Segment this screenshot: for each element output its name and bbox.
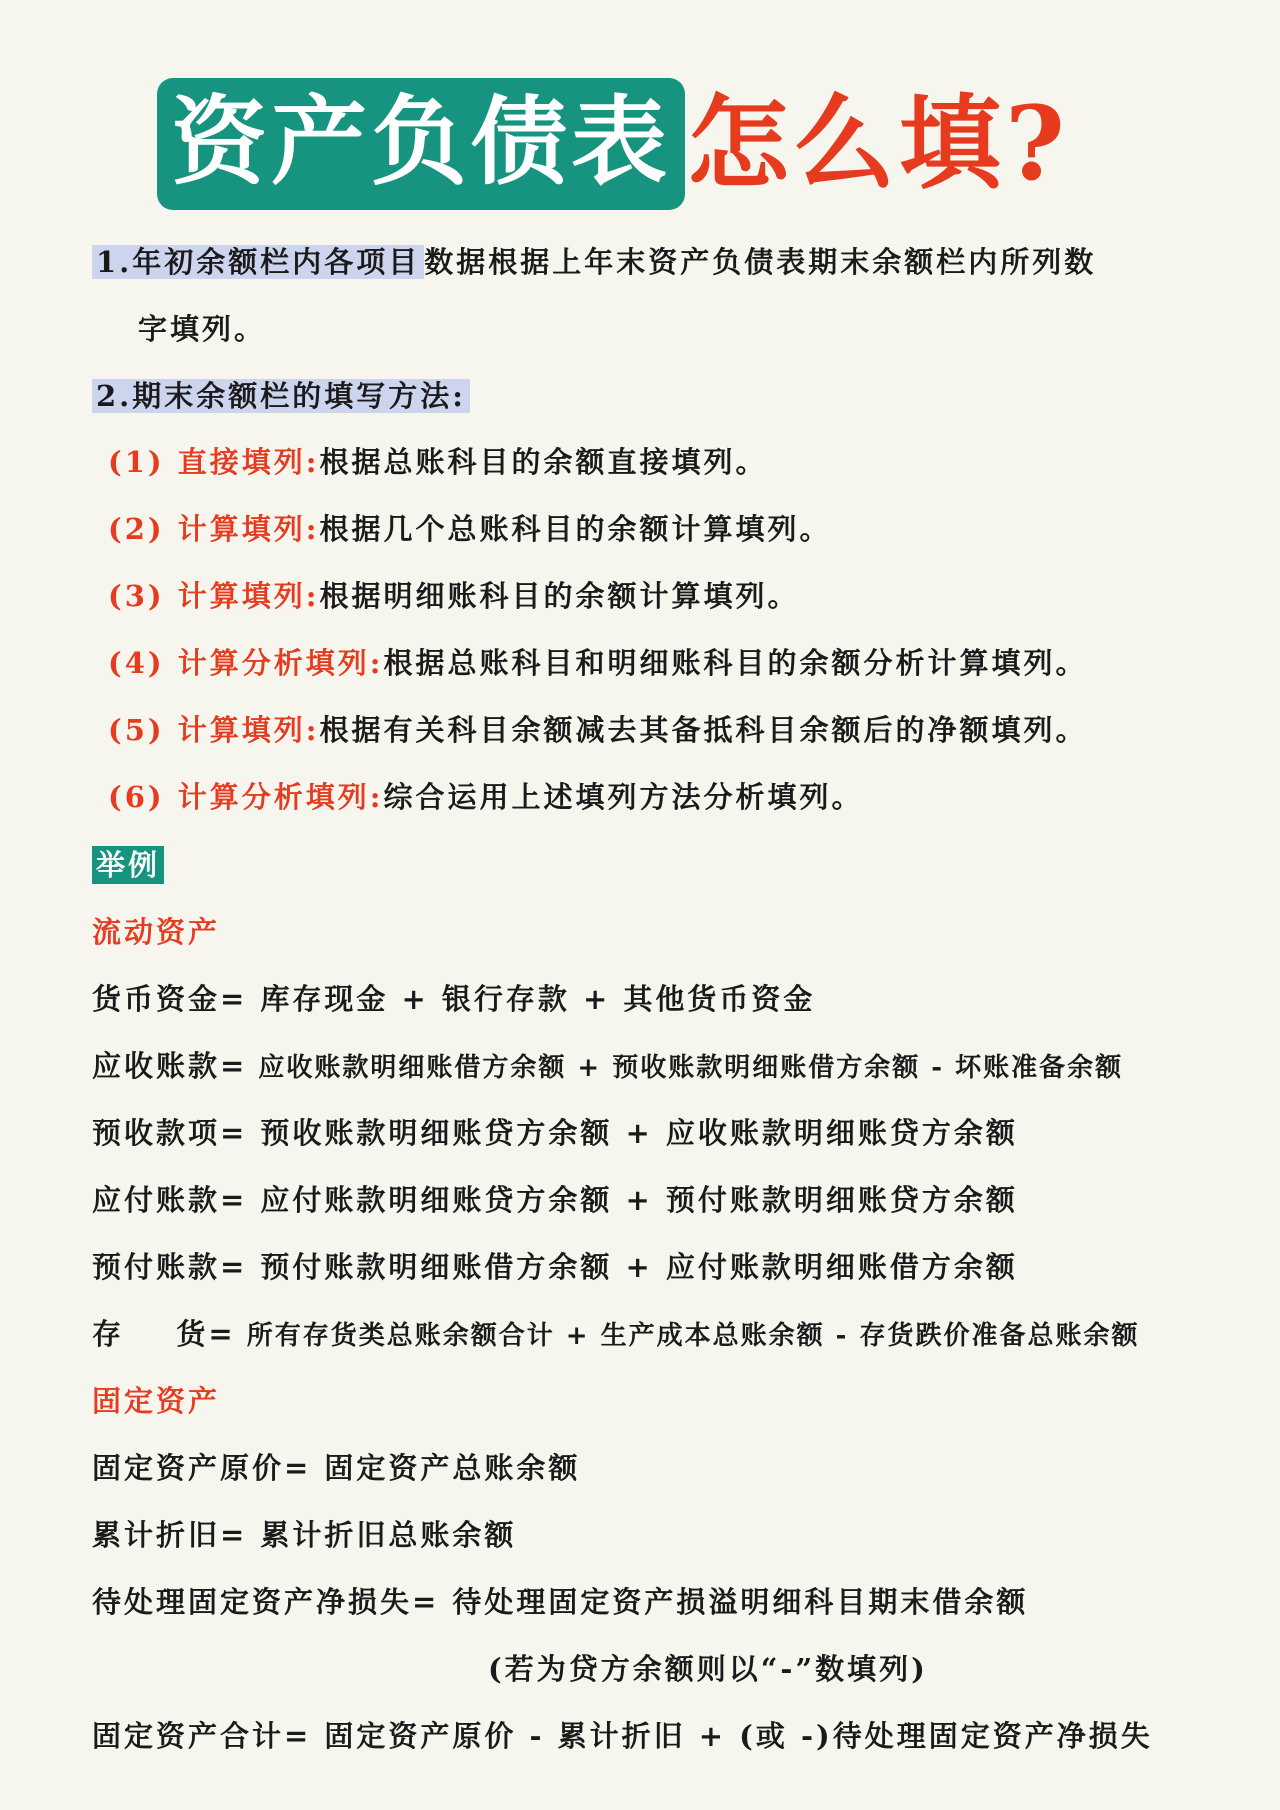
example-row [92, 845, 164, 885]
method-number: (3) [108, 579, 165, 613]
formula-right: 预收账款明细账贷方余额 + 应收账款明细账贷方余额 [247, 1116, 1018, 1150]
formula-row [92, 979, 815, 1019]
formula-row [92, 1716, 1153, 1756]
paragraph-1-cont: 字填列。 [138, 312, 267, 346]
title [157, 78, 1069, 210]
formula-right: 应付账款明细账贷方余额 + 预付账款明细账贷方余额 [247, 1183, 1018, 1217]
method-text: 根据总账科目的余额直接填列。 [319, 445, 768, 479]
formula-note [488, 1649, 928, 1689]
example-tag: 举例 [92, 846, 164, 884]
fixed-assets-heading: 固定资产 [92, 1384, 221, 1418]
formula-row [92, 1314, 1140, 1356]
method-1 [108, 442, 767, 482]
paragraph-2 [92, 376, 470, 416]
formula-right: 应收账款明细账借方余额 + 预收账款明细账借方余额 - 坏账准备余额 [247, 1053, 1124, 1083]
formula-left: 预收款项= [92, 1116, 248, 1150]
method-2 [108, 509, 831, 549]
formula-right: 固定资产总账余额 [311, 1451, 581, 1485]
method-5 [108, 710, 1087, 750]
formula-row [92, 1180, 1018, 1220]
method-text: 根据总账科目和明细账科目的余额分析计算填列。 [383, 646, 1088, 680]
method-number: (5) [108, 713, 165, 747]
method-number: (1) [108, 445, 165, 479]
paragraph-1-text: 数据根据上年末资产负债表期末余额栏内所列数 [424, 245, 1097, 279]
formula-right: 预付账款明细账借方余额 + 应付账款明细账借方余额 [247, 1250, 1018, 1284]
method-label: 直接填列: [177, 445, 320, 479]
formula-right: 固定资产原价 - 累计折旧 + (或 -)待处理固定资产净损失 [311, 1719, 1153, 1753]
formula-row [92, 1046, 1123, 1088]
method-4 [108, 643, 1087, 683]
method-6 [108, 777, 863, 817]
method-label: 计算分析填列: [177, 780, 384, 814]
formula-row [92, 1113, 1018, 1153]
method-number: (2) [108, 512, 165, 546]
formula-right: 所有存货类总账余额合计 + 生产成本总账余额 - 存货跌价准备总账余额 [235, 1321, 1140, 1351]
formula-left: 待处理固定资产净损失= [92, 1585, 440, 1619]
formula-left: 固定资产合计= [92, 1719, 312, 1753]
method-label: 计算填列: [177, 579, 320, 613]
method-3 [108, 576, 799, 616]
formula-left: 固定资产原价= [92, 1451, 312, 1485]
formula-right: 库存现金 + 银行存款 + 其他货币资金 [247, 982, 816, 1016]
formula-left: 预付账款= [92, 1250, 248, 1284]
formula-right: (若为贷方余额则以“-”数填列) [488, 1652, 928, 1686]
formula-left: 货币资金= [92, 982, 248, 1016]
formula-right: 待处理固定资产损溢明细科目期末借余额 [439, 1585, 1029, 1619]
method-number: (6) [108, 780, 165, 814]
method-text: 根据几个总账科目的余额计算填列。 [319, 512, 832, 546]
formula-left: 应付账款= [92, 1183, 248, 1217]
method-number: (4) [108, 646, 165, 680]
method-label: 计算分析填列: [177, 646, 384, 680]
title-main: 资产负债表 [157, 78, 685, 210]
formula-row [92, 1515, 516, 1555]
formula-left: 累计折旧= [92, 1518, 248, 1552]
formula-row [92, 1448, 580, 1488]
formula-row [92, 1247, 1018, 1287]
paragraph-1 [92, 242, 1096, 282]
formula-left: 应收账款= [92, 1049, 248, 1083]
paragraph-2-heading: 2.期末余额栏的填写方法: [92, 379, 470, 413]
paragraph-1-highlight: 1.年初余额栏内各项目 [92, 245, 424, 279]
method-text: 根据明细账科目的余额计算填列。 [319, 579, 800, 613]
current-assets-heading: 流动资产 [92, 915, 221, 949]
method-label: 计算填列: [177, 512, 320, 546]
formula-left: 存 货= [92, 1317, 236, 1351]
method-text: 综合运用上述填列方法分析填列。 [383, 780, 864, 814]
formula-row [92, 1582, 1028, 1622]
method-text: 根据有关科目余额减去其备抵科目余额后的净额填列。 [319, 713, 1088, 747]
method-label: 计算填列: [177, 713, 320, 747]
title-accent: 怎么填? [687, 84, 1069, 204]
formula-right: 累计折旧总账余额 [247, 1518, 517, 1552]
